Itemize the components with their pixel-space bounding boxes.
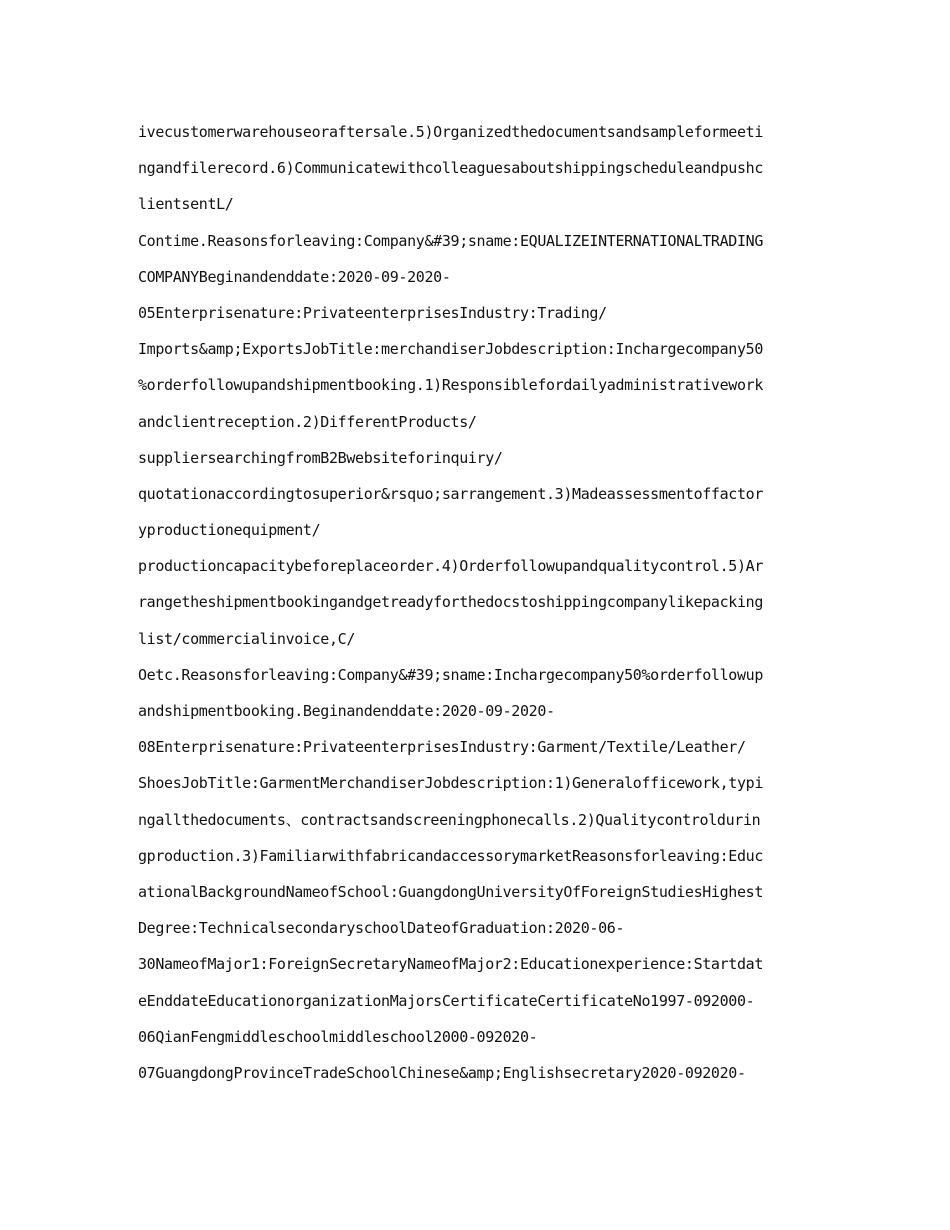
text-line: ngandfilerecord.6)Communicatewithcolleaguesaboutshippingscheduleandpushc (138, 159, 764, 178)
text-line: 08Enterprisenature:PrivateenterprisesIndustry:Garment/Textile/Leather/ (138, 738, 746, 757)
text-line: lientsentL/ (138, 195, 234, 214)
document-body-text (138, 114, 818, 1091)
text-line: Degree:TechnicalsecondaryschoolDateofGraduation:2020-06- (138, 919, 625, 938)
text-line: rangetheshipmentbookingandgetreadyforthedocstoshippingcompanylikepacking (138, 593, 764, 612)
text-line: eEnddateEducationorganizationMajorsCertificateCertificateNo1997-092000- (138, 991, 755, 1010)
text-line: quotationaccordingtosuperior&rsquo;sarrangement.3)Madeassessmentoffactor (138, 484, 764, 503)
text-line: andshipmentbooking.Beginandenddate:2020-09-2020- (138, 702, 555, 720)
text-line: 05Enterprisenature:PrivateenterprisesIndustry:Trading/ (138, 303, 607, 322)
text-line: Contime.Reasonsforleaving:Company&#39;sname:EQUALIZEINTERNATIONALTRADING (138, 231, 764, 250)
text-line: suppliersearchingfromB2Bwebsiteforinquiry/ (138, 448, 503, 467)
text-line: gproduction.3)FamiliarwithfabricandaccessorymarketReasonsforleaving:Educ (138, 846, 764, 865)
text-line: Imports&amp;ExportsJobTitle:merchandiserJobdescription:Inchargecompany50 (138, 340, 764, 359)
text-line: yproductionequipment/ (138, 521, 321, 540)
text-line: COMPANYBeginandenddate:2020-09-2020- (138, 267, 451, 286)
text-line: ationalBackgroundNameofSchool:GuangdongUniversityOfForeignStudiesHighest (138, 882, 764, 901)
text-line: list/commercialinvoice,C/ (138, 629, 356, 648)
text-line: %orderfollowupandshipmentbooking.1)Responsiblefordailyadministrativework (138, 376, 764, 395)
text-line: 30NameofMajor1:ForeignSecretaryNameofMajor2:Educationexperience:Startdat (138, 955, 764, 974)
text-line: ngallthedocuments、contractsandscreeningphonecalls.2)Qualitycontroldurin (138, 810, 761, 829)
text-line: ShoesJobTitle:GarmentMerchandiserJobdescription:1)Generalofficework,typi (138, 774, 764, 793)
text-line: andclientreception.2)DifferentProducts/ (138, 412, 477, 431)
text-line: productioncapacitybeforeplaceorder.4)Orderfollowupandqualitycontrol.5)Ar (138, 557, 764, 576)
text-line: ivecustomerwarehouseoraftersale.5)Organizedthedocumentsandsampleformeeti (138, 123, 764, 141)
text-line: 06QianFengmiddleschoolmiddleschool2000-092020- (138, 1027, 538, 1046)
text-line: Oetc.Reasonsforleaving:Company&#39;sname:Inchargecompany50%orderfollowup (138, 665, 764, 684)
text-line: 07GuangdongProvinceTradeSchoolChinese&amp;Englishsecretary2020-092020- (138, 1063, 746, 1082)
